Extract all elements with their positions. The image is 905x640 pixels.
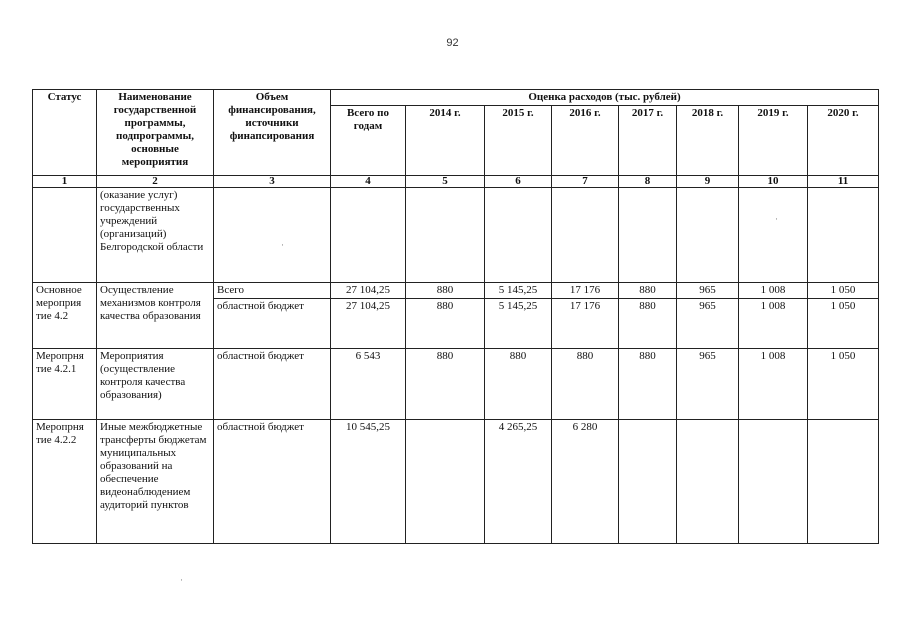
row-status: Основное мероприя тие 4.2 (33, 283, 97, 349)
table-row (33, 283, 879, 299)
scan-speck: · (775, 214, 778, 224)
column-number: 11 (808, 176, 879, 188)
row-status: Меропрня тие 4.2.1 (33, 349, 97, 420)
row-value (739, 188, 808, 283)
row-value: 1 008 (739, 349, 808, 420)
row-value: 6 280 (552, 420, 619, 544)
row-value (619, 188, 677, 283)
row-value: 1 050 (808, 349, 879, 420)
column-number: 3 (214, 176, 331, 188)
column-number: 1 (33, 176, 97, 188)
row-value: 880 (406, 299, 485, 349)
column-number: 4 (331, 176, 406, 188)
row-value (808, 420, 879, 544)
table-row (33, 420, 879, 544)
row-value (808, 188, 879, 283)
column-number: 8 (619, 176, 677, 188)
header-name: Наименование государственной программы, подпрограммы, основные мероприятия (97, 90, 214, 176)
column-number: 5 (406, 176, 485, 188)
header-year-2019: 2019 г. (739, 106, 808, 176)
row-value: 17 176 (552, 299, 619, 349)
row-value: 5 145,25 (485, 283, 552, 299)
row-value (739, 420, 808, 544)
row-value (552, 188, 619, 283)
row-value (406, 420, 485, 544)
row-name: Мероприятия (осуществление контроля качества образования) (97, 349, 214, 420)
column-number: 10 (739, 176, 808, 188)
scan-speck: · (281, 240, 284, 250)
table-row (33, 349, 879, 420)
column-number: 2 (97, 176, 214, 188)
budget-table (32, 89, 879, 544)
column-number: 6 (485, 176, 552, 188)
row-value: 27 104,25 (331, 283, 406, 299)
header-year-2015: 2015 г. (485, 106, 552, 176)
row-value: 6 543 (331, 349, 406, 420)
row-source (214, 188, 331, 283)
row-value: 5 145,25 (485, 299, 552, 349)
row-source: областной бюджет (214, 349, 331, 420)
row-source: областной бюджет (214, 420, 331, 544)
header-year-2014: 2014 г. (406, 106, 485, 176)
column-numbers-row (33, 176, 879, 188)
header-status: Статус (33, 90, 97, 176)
header-year-total: Всего по годам (331, 106, 406, 176)
row-value (677, 188, 739, 283)
header-year-2017: 2017 г. (619, 106, 677, 176)
row-value (485, 188, 552, 283)
scan-speck: · (180, 575, 183, 585)
header-year-2020: 2020 г. (808, 106, 879, 176)
row-name: (оказание услуг) государственных учреждений (организаций) Белгородской области (97, 188, 214, 283)
page-number: 92 (446, 37, 459, 49)
row-value (677, 420, 739, 544)
row-source: Всего (214, 283, 331, 299)
row-value: 965 (677, 283, 739, 299)
row-value: 880 (406, 349, 485, 420)
row-value: 880 (619, 299, 677, 349)
column-number: 7 (552, 176, 619, 188)
header-year-2018: 2018 г. (677, 106, 739, 176)
row-name: Осуществление механизмов контроля качества образования (97, 283, 214, 349)
row-value: 1 050 (808, 283, 879, 299)
row-value: 17 176 (552, 283, 619, 299)
row-source: областной бюджет (214, 299, 331, 349)
row-value: 965 (677, 349, 739, 420)
row-value (331, 188, 406, 283)
row-name: Иные межбюджетные трансферты бюджетам муниципальных образований на обеспечение видеонаблюдением аудиторий пунктов (97, 420, 214, 544)
header-year-2016: 2016 г. (552, 106, 619, 176)
row-value: 27 104,25 (331, 299, 406, 349)
row-value: 1 008 (739, 299, 808, 349)
row-value: 880 (619, 349, 677, 420)
row-value: 880 (406, 283, 485, 299)
row-value: 1 008 (739, 283, 808, 299)
row-status: Меропрня тие 4.2.2 (33, 420, 97, 544)
header-estimate: Оценка расходов (тыс. рублей) (331, 90, 879, 106)
table-row (33, 188, 879, 283)
row-value (619, 420, 677, 544)
row-value: 880 (485, 349, 552, 420)
row-status (33, 188, 97, 283)
row-value: 880 (552, 349, 619, 420)
row-value: 965 (677, 299, 739, 349)
row-value: 1 050 (808, 299, 879, 349)
column-number: 9 (677, 176, 739, 188)
row-value (406, 188, 485, 283)
row-value: 880 (619, 283, 677, 299)
row-value: 4 265,25 (485, 420, 552, 544)
row-value: 10 545,25 (331, 420, 406, 544)
header-volume: Объем финансирования, источники финапсирования (214, 90, 331, 176)
